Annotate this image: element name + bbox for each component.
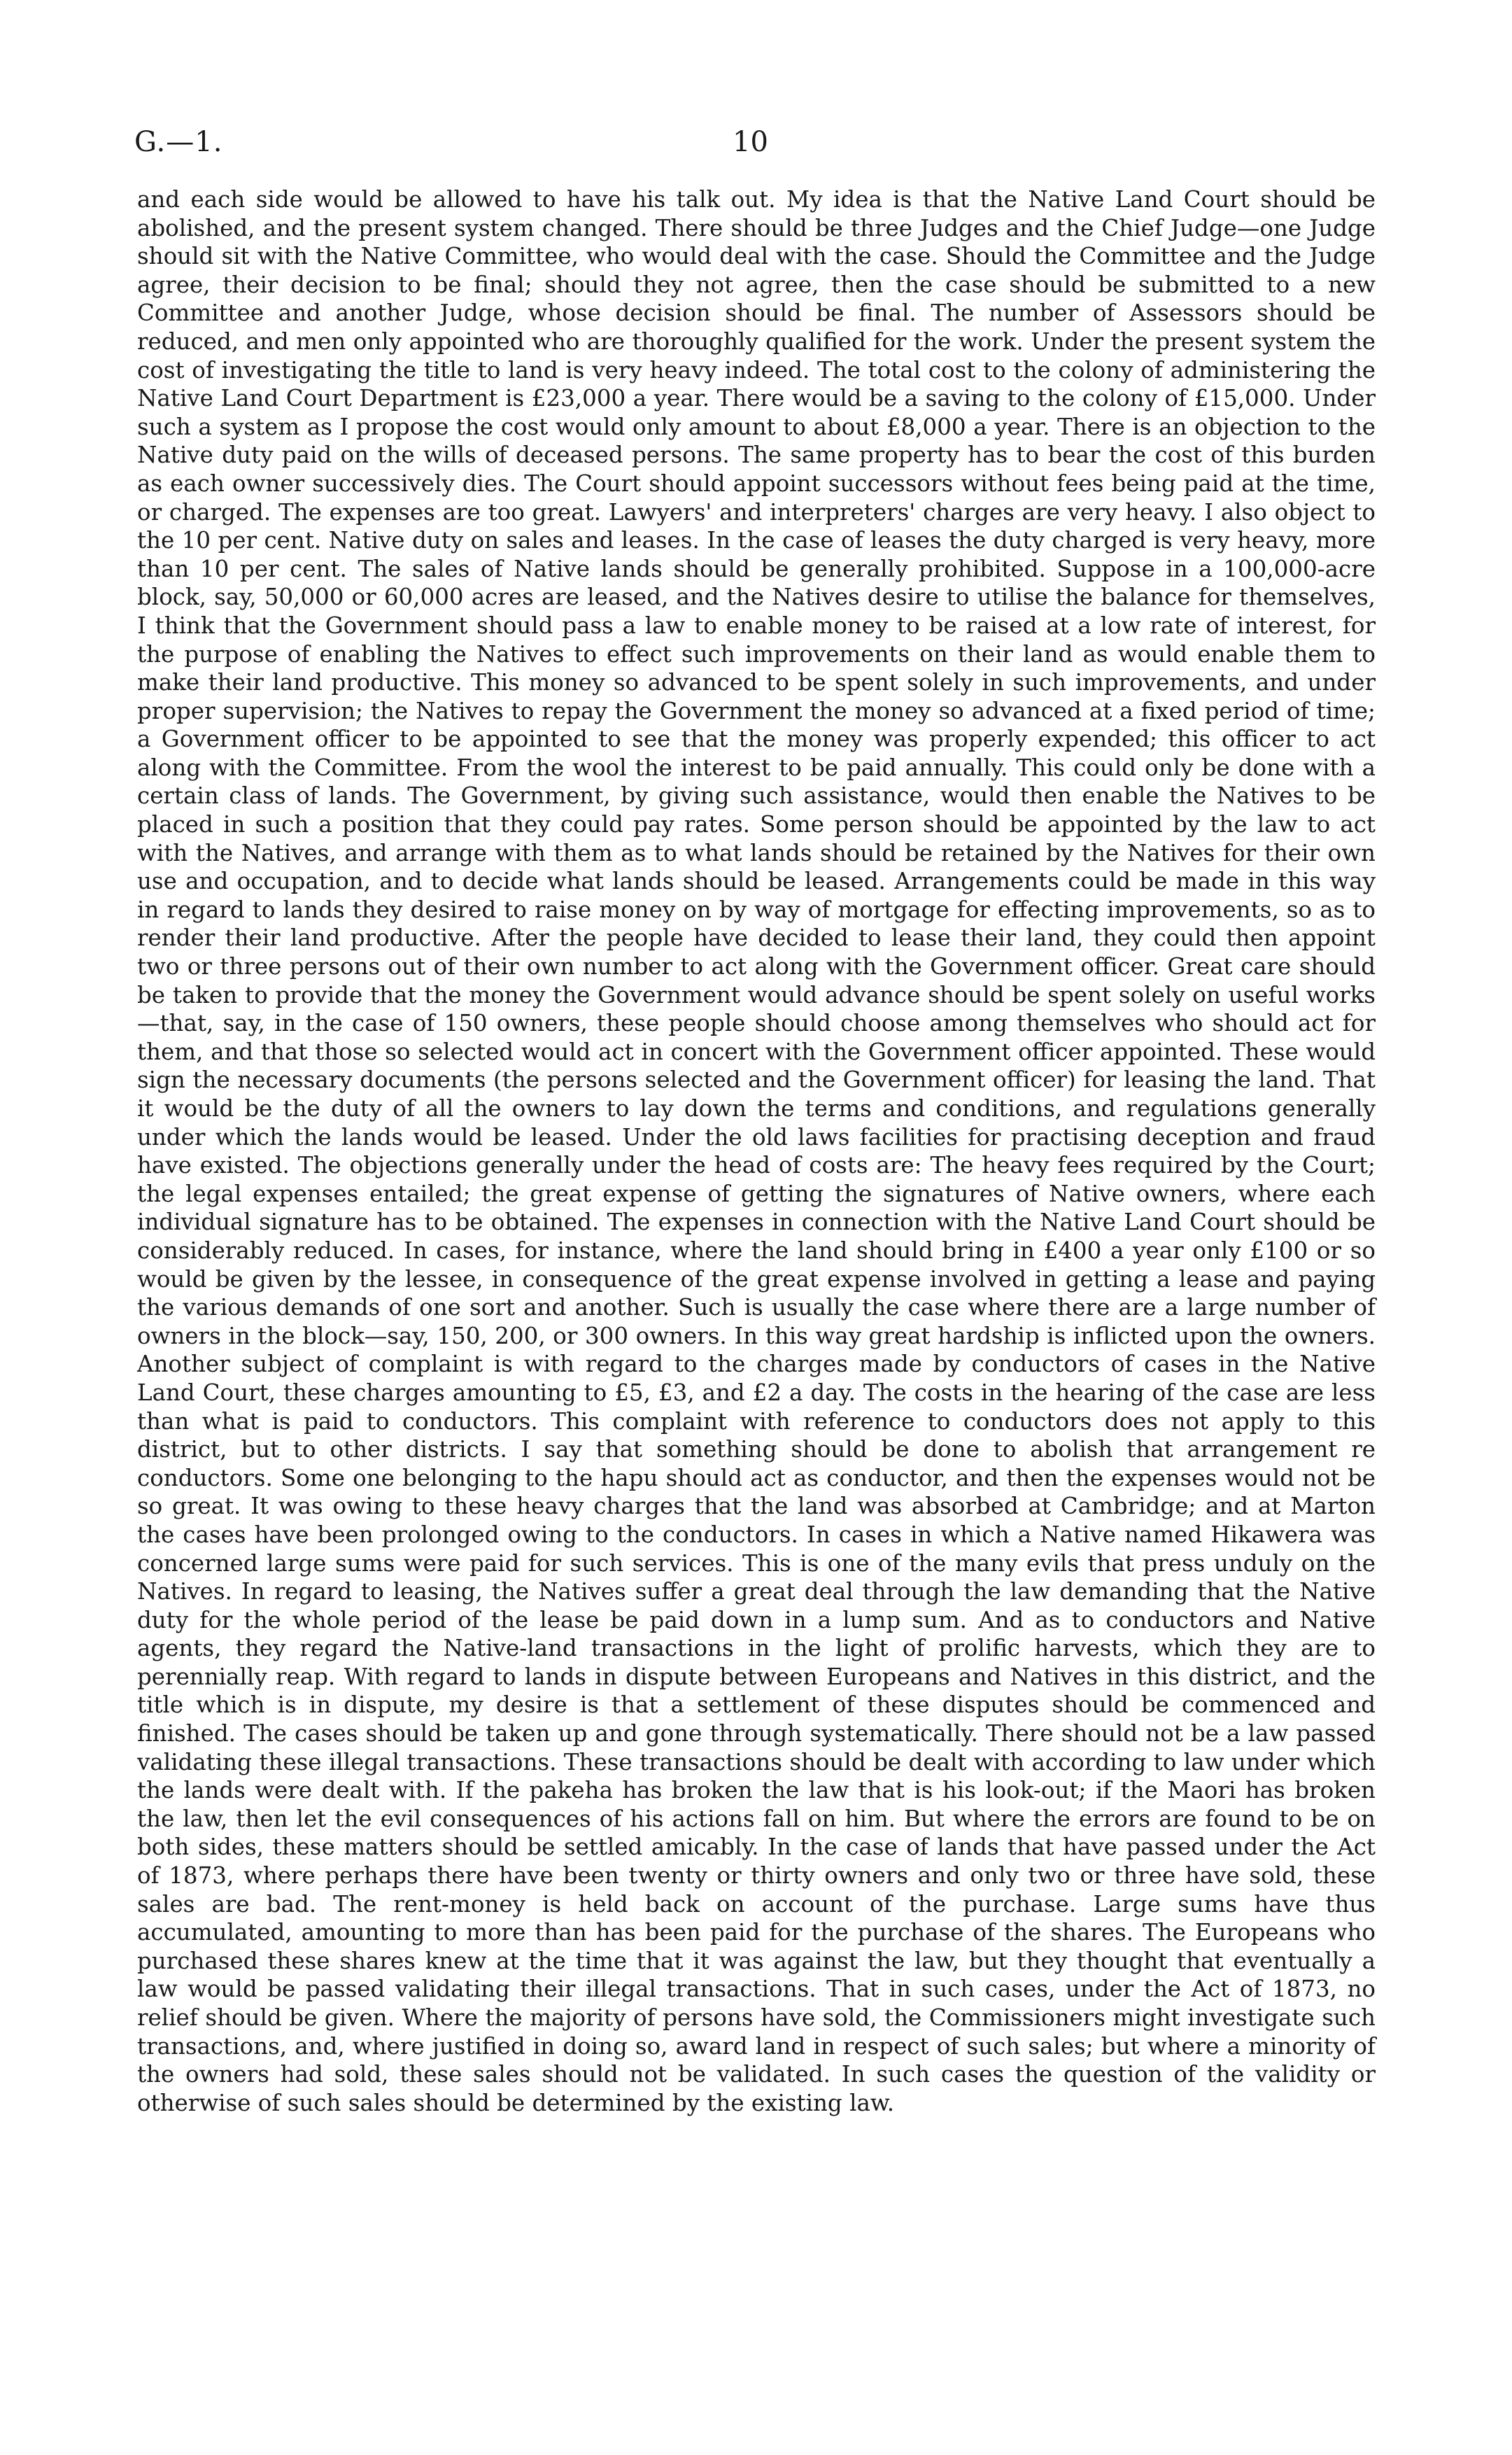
page-number: 10 — [733, 126, 768, 158]
body-paragraph: and each side would be allowed to have his talk out. My idea is that the Native Land Court should be abolished, and the present system changed. There should be three Judges and the Chief Judge—one Judge should sit with the Native Committee, who would deal with the case. Should the Committee and the Judge agree, their decision to be final; should they not agree, then the case should be submitted to a new Committee and another Judge, whose decision should be final. The number of Assessors should be reduced, and men only appointed who are thoroughly qualified for the work. Under the present system the cost of investigating the title to land is very heavy indeed. The total cost to the colony of administering the Native Land Court Department is £23,000 a year. There would be a saving to the colony of £15,000. Under such a system as I propose the cost would only amount to about £8,000 a year. There is an objection to the Native duty paid on the wills of deceased persons. The same property has to bear the cost of this burden as each owner successively dies. The Court should appoint successors without fees being paid at the time, or charged. The expenses are too great. Lawyers' and interpreters' charges are very heavy. I also object to the 10 per cent. Native duty on sales and leases. In the case of leases the duty charged is very heavy, more than 10 per cent. The sales of Native lands should be generally prohibited. Suppose in a 100,000-acre block, say, 50,000 or 60,000 acres are leased, and the Natives desire to utilise the balance for themselves, I think that the Government should pass a law to enable money to be raised at a low rate of interest, for the purpose of enabling the Natives to effect such improvements on their land as would enable them to make their land productive. This money so advanced to be spent solely in such improvements, and under proper supervision; the Natives to repay the Government the money so advanced at a fixed period of time; a Government officer to be appointed to see that the money was properly expended; this officer to act along with the Committee. From the wool the interest to be paid annually. This could only be done with a certain class of lands. The Government, by giving such assistance, would then enable the Natives to be placed in such a position that they could pay rates. Some person should be appointed by the law to act with the Natives, and arrange with them as to what lands should be retained by the Natives for their own use and occupation, and to decide what lands should be leased. Arrangements could be made in this way in regard to lands they desired to raise money on by way of mortgage for effecting improvements, so as to render their land productive. After the people have decided to lease their land, they could then appoint two or three persons out of their own number to act along with the Government officer. Great care should be taken to provide that the money the Government would advance should be spent solely on useful works—that, say, in the case of 150 owners, these people should choose among themselves who should act for them, and that those so selected would act in concert with the Government officer appointed. These would sign the necessary documents (the persons selected and the Government officer) for leasing the land. That it would be the duty of all the owners to lay down the terms and conditions, and regulations generally under which the lands would be leased. Under the old laws facilities for practising deception and fraud have existed. The objections generally under the head of costs are: The heavy fees required by the Court; the legal expenses entailed; the great expense of getting the signatures of Native owners, where each individual signature has to be obtained. The expenses in connection with the Native Land Court should be considerably reduced. In cases, for instance, where the land should bring in £400 a year only £100 or so would be given by the lessee, in consequence of the great expense involved in getting a lease and paying the various demands of one sort and another. Such is usually the case where there are a large number of owners in the block—say, 150, 200, or 300 owners. In this way great hardship is inflicted upon the owners. Another subject of complaint is with regard to the charges made by conductors of cases in the Native Land Court, these charges amounting to £5, £3, and £2 a day. The costs in the hearing of the case are less than what is paid to conductors. This complaint with reference to conductors does not apply to this district, but to other districts. I say that something should be done to abolish that arrangement re conductors. Some one belonging to the hapu should act as conductor, and then the expenses would not be so great. It was owing to these heavy charges that the land was absorbed at Cambridge; and at Marton the cases have been prolonged owing to the conductors. In cases in which a Native named Hikawera was concerned large sums were paid for such services. This is one of the many evils that press unduly on the Natives. In regard to leasing, the Natives suffer a great deal through the law demanding that the Native duty for the whole period of the lease be paid down in a lump sum. And as to conductors and Native agents, they regard the Native-land transactions in the light of prolific harvests, which they are to perennially reap. With regard to lands in dispute between Europeans and Natives in this district, and the title which is in dispute, my desire is that a settlement of these disputes should be commenced and finished. The cases should be taken up and gone through systematically. There should not be a law passed validating these illegal transactions. These transactions should be dealt with according to law under which the lands were dealt with. If the pakeha has broken the law that is his look-out; if the Maori has broken the law, then let the evil consequences of his actions fall on him. But where the errors are found to be on both sides, these matters should be settled amicably. In the case of lands that have passed under the Act of 1873, where perhaps there have been twenty or thirty owners and only two or three have sold, these sales are bad. The rent-money is held back on account of the purchase. Large sums have thus accumulated, amounting to more than has been paid for the purchase of the shares. The Europeans who purchased these shares knew at the time that it was against the law, but they thought that eventually a law would be passed validating their illegal transactions. That in such cases, under the Act of 1873, no relief should be given. Where the majority of persons have sold, the Commissioners might investigate such transactions, and, where justified in doing so, award land in respect of such sales; but where a minority of the owners had sold, these sales should not be validated. In such cases the question of the validity or otherwise of such sales should be determined by the existing law. — [137, 186, 1376, 2116]
page-header — [134, 118, 1394, 167]
document-reference: G.—1. — [134, 126, 223, 158]
